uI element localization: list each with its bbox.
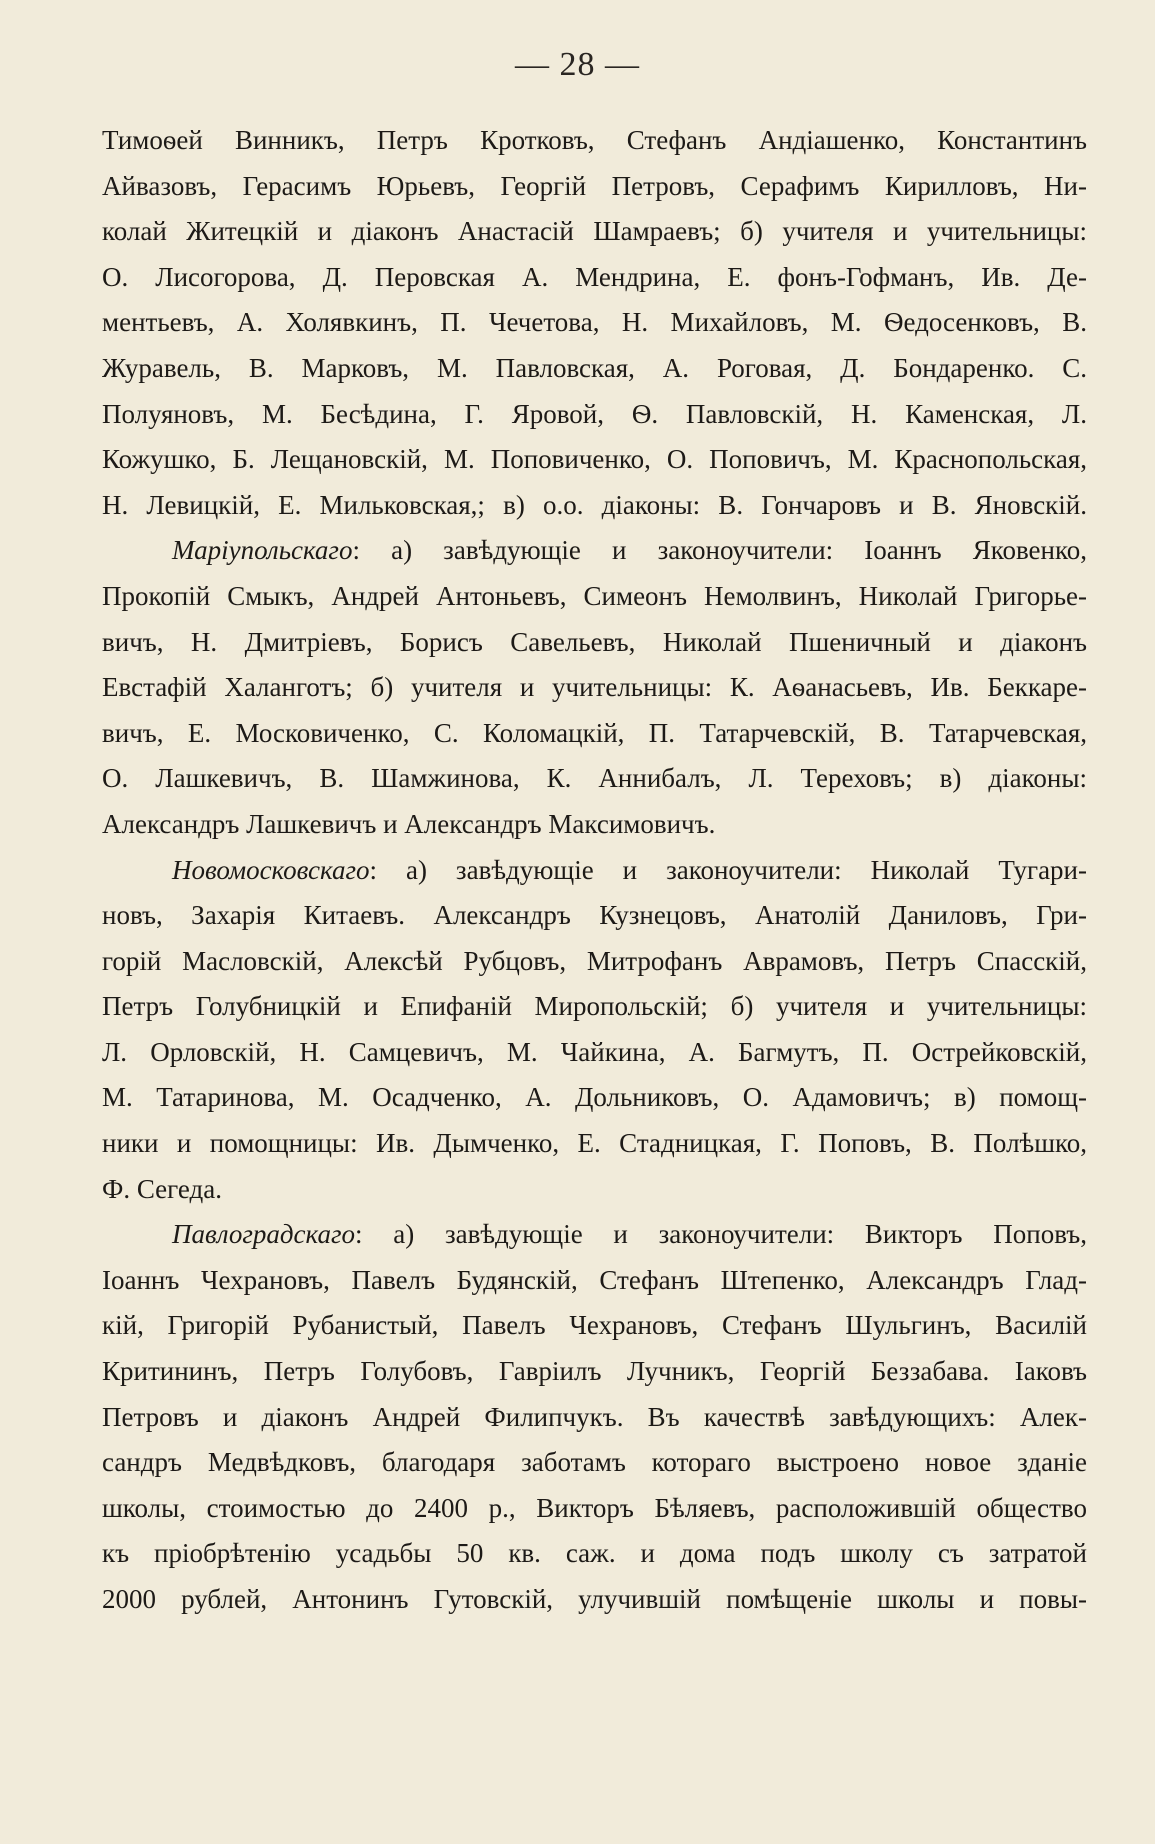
district-name-novomoskovsk: Новомосковскаго bbox=[172, 854, 370, 885]
text-line bbox=[102, 1440, 1087, 1486]
line-text: ники и помощницы: Ив. Дымченко, Е. Стадницкая, Г. Поповъ, В. Полѣшко, bbox=[102, 1128, 1087, 1159]
line-text: М. Татаринова, М. Осадченко, А. Дольниковъ, О. Адамовичъ; в) помощ- bbox=[102, 1082, 1087, 1113]
line-text: горій Масловскій, Алексѣй Рубцовъ, Митрофанъ Аврамовъ, Петръ Спасскій, bbox=[102, 945, 1087, 976]
text-line bbox=[102, 392, 1087, 438]
line-text: Прокопій Смыкъ, Андрей Антоньевъ, Симеонъ Немолвинъ, Николай Григорье- bbox=[102, 580, 1087, 611]
line-text: : а) завѣдующіе и законоучители: Викторъ Поповъ, bbox=[355, 1219, 1087, 1250]
section-heading-line-mariupol bbox=[102, 528, 1087, 574]
line-text: : а) завѣдующіе и законоучители: Николай Тугари- bbox=[369, 854, 1087, 885]
text-line bbox=[102, 802, 1087, 848]
line-text: Л. Орловскій, Н. Самцевичъ, М. Чайкина, А. Багмутъ, П. Острейковскій, bbox=[102, 1036, 1087, 1067]
text-line bbox=[102, 984, 1087, 1030]
text-line bbox=[102, 1167, 1087, 1213]
text-line bbox=[102, 1577, 1087, 1623]
line-text: къ пріобрѣтенію усадьбы 50 кв. саж. и дома подъ школу съ затратой bbox=[102, 1538, 1087, 1569]
line-text: Полуяновъ, М. Бесѣдина, Г. Яровой, Ѳ. Павловскій, Н. Каменская, Л. bbox=[102, 398, 1087, 429]
text-line bbox=[102, 1486, 1087, 1532]
section-heading-line-pavlograd bbox=[102, 1212, 1087, 1258]
text-line bbox=[102, 939, 1087, 985]
line-text: Ф. Сегеда. bbox=[102, 1173, 222, 1204]
line-text: сандръ Медвѣдковъ, благодаря заботамъ котораго выстроено новое зданіе bbox=[102, 1447, 1087, 1478]
text-line bbox=[102, 118, 1087, 164]
line-text: новъ, Захарія Китаевъ. Александръ Кузнецовъ, Анатолій Даниловъ, Гри- bbox=[102, 900, 1087, 931]
text-line bbox=[102, 574, 1087, 620]
text-line bbox=[102, 164, 1087, 210]
text-line bbox=[102, 711, 1087, 757]
text-line bbox=[102, 665, 1087, 711]
text-line bbox=[102, 1395, 1087, 1441]
district-name-pavlograd: Павлоградскаго bbox=[172, 1219, 355, 1250]
page-body-text bbox=[102, 118, 1087, 1623]
text-line bbox=[102, 300, 1087, 346]
line-text: ментьевъ, А. Холявкинъ, П. Чечетова, Н. Михайловъ, М. Ѳедосенковъ, В. bbox=[102, 307, 1087, 338]
text-line bbox=[102, 255, 1087, 301]
line-text: школы, стоимостью до 2400 р., Викторъ Бѣляевъ, расположившій общество bbox=[102, 1492, 1087, 1523]
line-text: : а) завѣдующіе и законоучители: Іоаннъ Яковенко, bbox=[352, 535, 1087, 566]
line-text: колай Житецкій и діаконъ Анастасій Шамраевъ; б) учителя и учительницы: bbox=[102, 216, 1087, 247]
text-line bbox=[102, 1121, 1087, 1167]
line-text: 2000 рублей, Антонинъ Гутовскій, улучившій помѣщеніе школы и повы- bbox=[102, 1584, 1087, 1614]
line-text: Критининъ, Петръ Голубовъ, Гавріилъ Лучникъ, Георгій Беззабава. Іаковъ bbox=[102, 1356, 1087, 1387]
text-line bbox=[102, 756, 1087, 802]
text-line bbox=[102, 483, 1087, 529]
line-text: О. Лисогорова, Д. Перовская А. Мендрина, Е. фонъ-Гофманъ, Ив. Де- bbox=[102, 261, 1087, 292]
text-line bbox=[102, 346, 1087, 392]
line-text: Петръ Голубницкій и Епифаній Миропольскій; б) учителя и учительницы: bbox=[102, 991, 1087, 1022]
line-text: Евстафій Халанготъ; б) учителя и учительницы: К. Аѳанасьевъ, Ив. Беккаре- bbox=[102, 672, 1087, 703]
text-line bbox=[102, 1349, 1087, 1395]
text-line bbox=[102, 1531, 1087, 1577]
line-text: Іоаннъ Чехрановъ, Павелъ Будянскій, Стефанъ Штепенко, Александръ Глад- bbox=[102, 1264, 1087, 1295]
text-line bbox=[102, 209, 1087, 255]
district-name-mariupol: Маріупольскаго bbox=[172, 535, 353, 566]
line-text: Кожушко, Б. Лещановскій, М. Поповиченко, О. Поповичъ, М. Краснопольская, bbox=[102, 444, 1087, 475]
text-line bbox=[102, 1075, 1087, 1121]
line-text: О. Лашкевичъ, В. Шамжинова, К. Аннибалъ, Л. Тереховъ; в) діаконы: bbox=[102, 763, 1087, 794]
line-text: Александръ Лашкевичъ и Александръ Максимовичъ. bbox=[102, 808, 716, 839]
text-line bbox=[102, 893, 1087, 939]
line-text: Н. Левицкій, Е. Мильковская,; в) о.о. діаконы: В. Гончаровъ и В. Яновскій. bbox=[102, 489, 1087, 520]
text-line bbox=[102, 620, 1087, 666]
text-line bbox=[102, 1030, 1087, 1076]
line-text: вичъ, Н. Дмитріевъ, Борисъ Савельевъ, Николай Пшеничный и діаконъ bbox=[102, 626, 1087, 657]
text-line bbox=[102, 437, 1087, 483]
page-number: — 28 — bbox=[515, 46, 640, 83]
line-text: Журавель, В. Марковъ, М. Павловская, А. Роговая, Д. Бондаренко. С. bbox=[102, 352, 1087, 383]
line-text: кій, Григорій Рубанистый, Павелъ Чехрановъ, Стефанъ Шульгинъ, Василій bbox=[102, 1310, 1087, 1341]
line-text: вичъ, Е. Московиченко, С. Коломацкій, П. Татарчевскій, В. Татарчевская, bbox=[102, 717, 1087, 748]
line-text: Петровъ и діаконъ Андрей Филипчукъ. Въ качествѣ завѣдующихъ: Алек- bbox=[102, 1401, 1087, 1432]
line-text: Айвазовъ, Герасимъ Юрьевъ, Георгій Петровъ, Серафимъ Кирилловъ, Ни- bbox=[102, 170, 1087, 201]
text-line bbox=[102, 1303, 1087, 1349]
section-heading-line-novomoskovsk bbox=[102, 848, 1087, 894]
text-line bbox=[102, 1258, 1087, 1304]
line-text: Тимоѳей Винникъ, Петръ Кротковъ, Стефанъ Андіашенко, Константинъ bbox=[102, 125, 1087, 155]
